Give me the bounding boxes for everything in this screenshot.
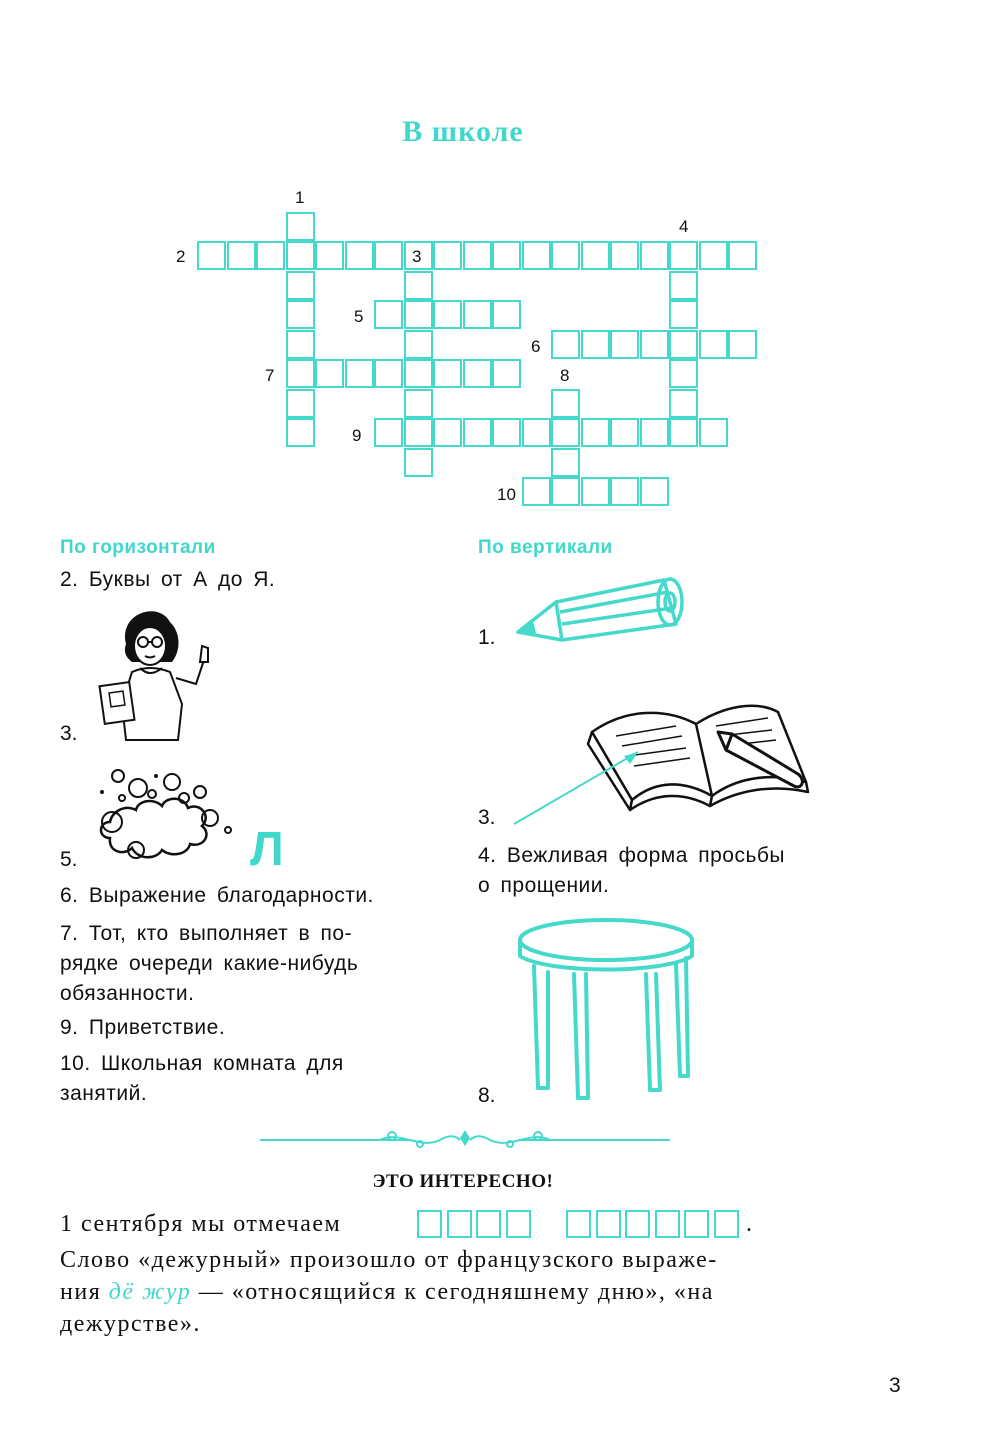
crossword-number-9: 9 — [352, 426, 362, 445]
crossword-cell[interactable] — [404, 448, 433, 477]
crossword-cell[interactable] — [581, 330, 610, 359]
crossword-cell[interactable] — [669, 330, 698, 359]
crossword-cell[interactable] — [551, 418, 580, 447]
vertical-heading: По вертикали — [478, 537, 613, 558]
crossword-cell[interactable] — [404, 330, 433, 359]
crossword-cell[interactable] — [669, 241, 698, 270]
crossword-cell[interactable] — [404, 271, 433, 300]
clue-vertical-4-line1: 4. Вежливая форма просьбы — [478, 844, 786, 867]
crossword-cell[interactable] — [699, 241, 728, 270]
crossword-number-2: 2 — [176, 247, 186, 266]
crossword-cell[interactable] — [404, 418, 433, 447]
crossword-cell[interactable] — [551, 330, 580, 359]
page-title: В школе — [402, 115, 524, 148]
crossword-cell[interactable] — [581, 418, 610, 447]
crossword-cell[interactable] — [286, 418, 315, 447]
crossword-cell[interactable] — [286, 300, 315, 329]
clue-horizontal-5-label: 5. — [60, 848, 78, 871]
crossword-cell[interactable] — [699, 418, 728, 447]
crossword-cell[interactable] — [522, 477, 551, 506]
crossword-cell[interactable] — [286, 389, 315, 418]
crossword-cell[interactable] — [581, 477, 610, 506]
crossword-cell[interactable] — [404, 300, 433, 329]
clue-vertical-4-line2: о прощении. — [478, 874, 610, 897]
clue-vertical-3-label: 3. — [478, 806, 496, 829]
crossword-cell[interactable] — [610, 418, 639, 447]
answer-letter-cell[interactable] — [625, 1210, 650, 1238]
crossword-cell[interactable] — [640, 241, 669, 270]
teacher-illustration — [96, 604, 216, 744]
table-illustration — [508, 912, 704, 1104]
crossword-cell[interactable] — [669, 418, 698, 447]
crossword-cell[interactable] — [610, 330, 639, 359]
crossword-cell[interactable] — [492, 241, 521, 270]
crossword-cell[interactable] — [551, 389, 580, 418]
crossword-cell[interactable] — [463, 359, 492, 388]
clue-vertical-1-label: 1. — [478, 626, 496, 649]
crossword-cell[interactable] — [551, 448, 580, 477]
crossword-cell[interactable] — [286, 241, 315, 270]
interesting-paragraph-line1: Слово «дежурный» произошло от французского выраже- — [60, 1247, 718, 1273]
crossword-cell[interactable] — [374, 300, 403, 329]
crossword-cell[interactable] — [492, 300, 521, 329]
clue-horizontal-9: 9. Приветствие. — [60, 1016, 226, 1039]
crossword-cell[interactable] — [404, 389, 433, 418]
crossword-cell[interactable] — [315, 359, 344, 388]
answer-letter-cell[interactable] — [596, 1210, 621, 1238]
crossword-cell[interactable] — [669, 359, 698, 388]
crossword-cell[interactable] — [256, 241, 285, 270]
crossword-cell[interactable] — [345, 241, 374, 270]
crossword-cell[interactable] — [640, 477, 669, 506]
soap-foam-illustration — [92, 764, 242, 868]
crossword-cell[interactable] — [669, 300, 698, 329]
paragraph-line2-prefix: ния — [60, 1279, 102, 1305]
french-phrase: дё жур — [108, 1279, 192, 1305]
page-number: 3 — [889, 1374, 901, 1397]
open-book-illustration — [506, 672, 818, 828]
crossword-cell[interactable] — [433, 418, 462, 447]
paragraph-line2-rest: — «относящийся к сегодняшнему дню», «на — [198, 1279, 714, 1305]
crossword-number-6: 6 — [531, 337, 541, 356]
crossword-number-8: 8 — [560, 366, 570, 385]
interesting-line1-prefix: 1 сентября мы отмечаем — [60, 1211, 342, 1237]
clue-horizontal-2: 2. Буквы от А до Я. — [60, 568, 276, 591]
answer-letter-cell[interactable] — [714, 1210, 739, 1238]
crossword-cell[interactable] — [197, 241, 226, 270]
clue-horizontal-10-line2: занятий. — [60, 1082, 148, 1105]
crossword-cell[interactable] — [551, 241, 580, 270]
crossword-cell[interactable] — [669, 271, 698, 300]
ornament-divider — [260, 1126, 670, 1152]
clue-horizontal-5-letter: Л — [250, 823, 284, 876]
pencil-illustration — [510, 574, 690, 648]
crossword-cell[interactable] — [286, 212, 315, 241]
crossword-cell[interactable] — [669, 389, 698, 418]
answer-letter-cell[interactable] — [417, 1210, 442, 1238]
crossword-cell[interactable] — [522, 241, 551, 270]
crossword-cell[interactable] — [433, 359, 462, 388]
crossword-cell[interactable] — [286, 271, 315, 300]
crossword-cell[interactable] — [374, 418, 403, 447]
crossword-cell[interactable] — [610, 241, 639, 270]
crossword-cell[interactable] — [286, 359, 315, 388]
crossword-number-10: 10 — [497, 485, 516, 504]
crossword-cell[interactable] — [728, 241, 757, 270]
crossword-cell[interactable] — [699, 330, 728, 359]
crossword-cell[interactable] — [374, 241, 403, 270]
answer-letter-cell[interactable] — [566, 1210, 591, 1238]
interesting-paragraph-line2 — [60, 1276, 714, 1308]
crossword-cell[interactable] — [374, 359, 403, 388]
crossword-number-1: 1 — [295, 188, 305, 207]
crossword-cell[interactable] — [433, 300, 462, 329]
crossword-number-3: 3 — [412, 247, 422, 266]
crossword-cell[interactable] — [728, 330, 757, 359]
clue-horizontal-7-line2: рядке очереди какие-нибудь — [60, 952, 359, 975]
crossword-cell[interactable] — [286, 330, 315, 359]
interesting-heading: ЭТО ИНТЕРЕСНО! — [372, 1171, 554, 1192]
crossword-cell[interactable] — [463, 241, 492, 270]
crossword-cell[interactable] — [463, 300, 492, 329]
clue-horizontal-3-label: 3. — [60, 722, 78, 745]
interesting-paragraph-line3: дежурстве». — [60, 1311, 201, 1337]
answer-letter-cell[interactable] — [506, 1210, 531, 1238]
answer-letter-cell[interactable] — [476, 1210, 501, 1238]
crossword-cell[interactable] — [640, 418, 669, 447]
answer-letter-cell[interactable] — [655, 1210, 680, 1238]
crossword-cell[interactable] — [404, 359, 433, 388]
crossword-cell[interactable] — [581, 241, 610, 270]
answer-letter-cell[interactable] — [684, 1210, 709, 1238]
crossword-cell[interactable] — [492, 359, 521, 388]
crossword-cell[interactable] — [551, 477, 580, 506]
crossword-cell[interactable] — [492, 418, 521, 447]
clue-horizontal-6: 6. Выражение благодарности. — [60, 884, 374, 907]
horizontal-heading: По горизонтали — [60, 537, 216, 558]
clue-horizontal-7-line3: обязанности. — [60, 982, 195, 1005]
crossword-cell[interactable] — [345, 359, 374, 388]
crossword-cell[interactable] — [640, 330, 669, 359]
crossword-cell[interactable] — [610, 477, 639, 506]
crossword-cell[interactable] — [227, 241, 256, 270]
interesting-line1-suffix: . — [746, 1211, 754, 1237]
crossword-cell[interactable] — [522, 418, 551, 447]
crossword-cell[interactable] — [315, 241, 344, 270]
clue-horizontal-7-line1: 7. Тот, кто выполняет в по- — [60, 922, 353, 945]
crossword-number-4: 4 — [679, 217, 689, 236]
clue-vertical-8-label: 8. — [478, 1084, 496, 1107]
answer-letter-cell[interactable] — [447, 1210, 472, 1238]
crossword-number-5: 5 — [354, 307, 364, 326]
crossword-number-7: 7 — [265, 366, 275, 385]
clue-horizontal-10-line1: 10. Школьная комната для — [60, 1052, 344, 1075]
crossword-cell[interactable] — [433, 241, 462, 270]
crossword-cell[interactable] — [463, 418, 492, 447]
